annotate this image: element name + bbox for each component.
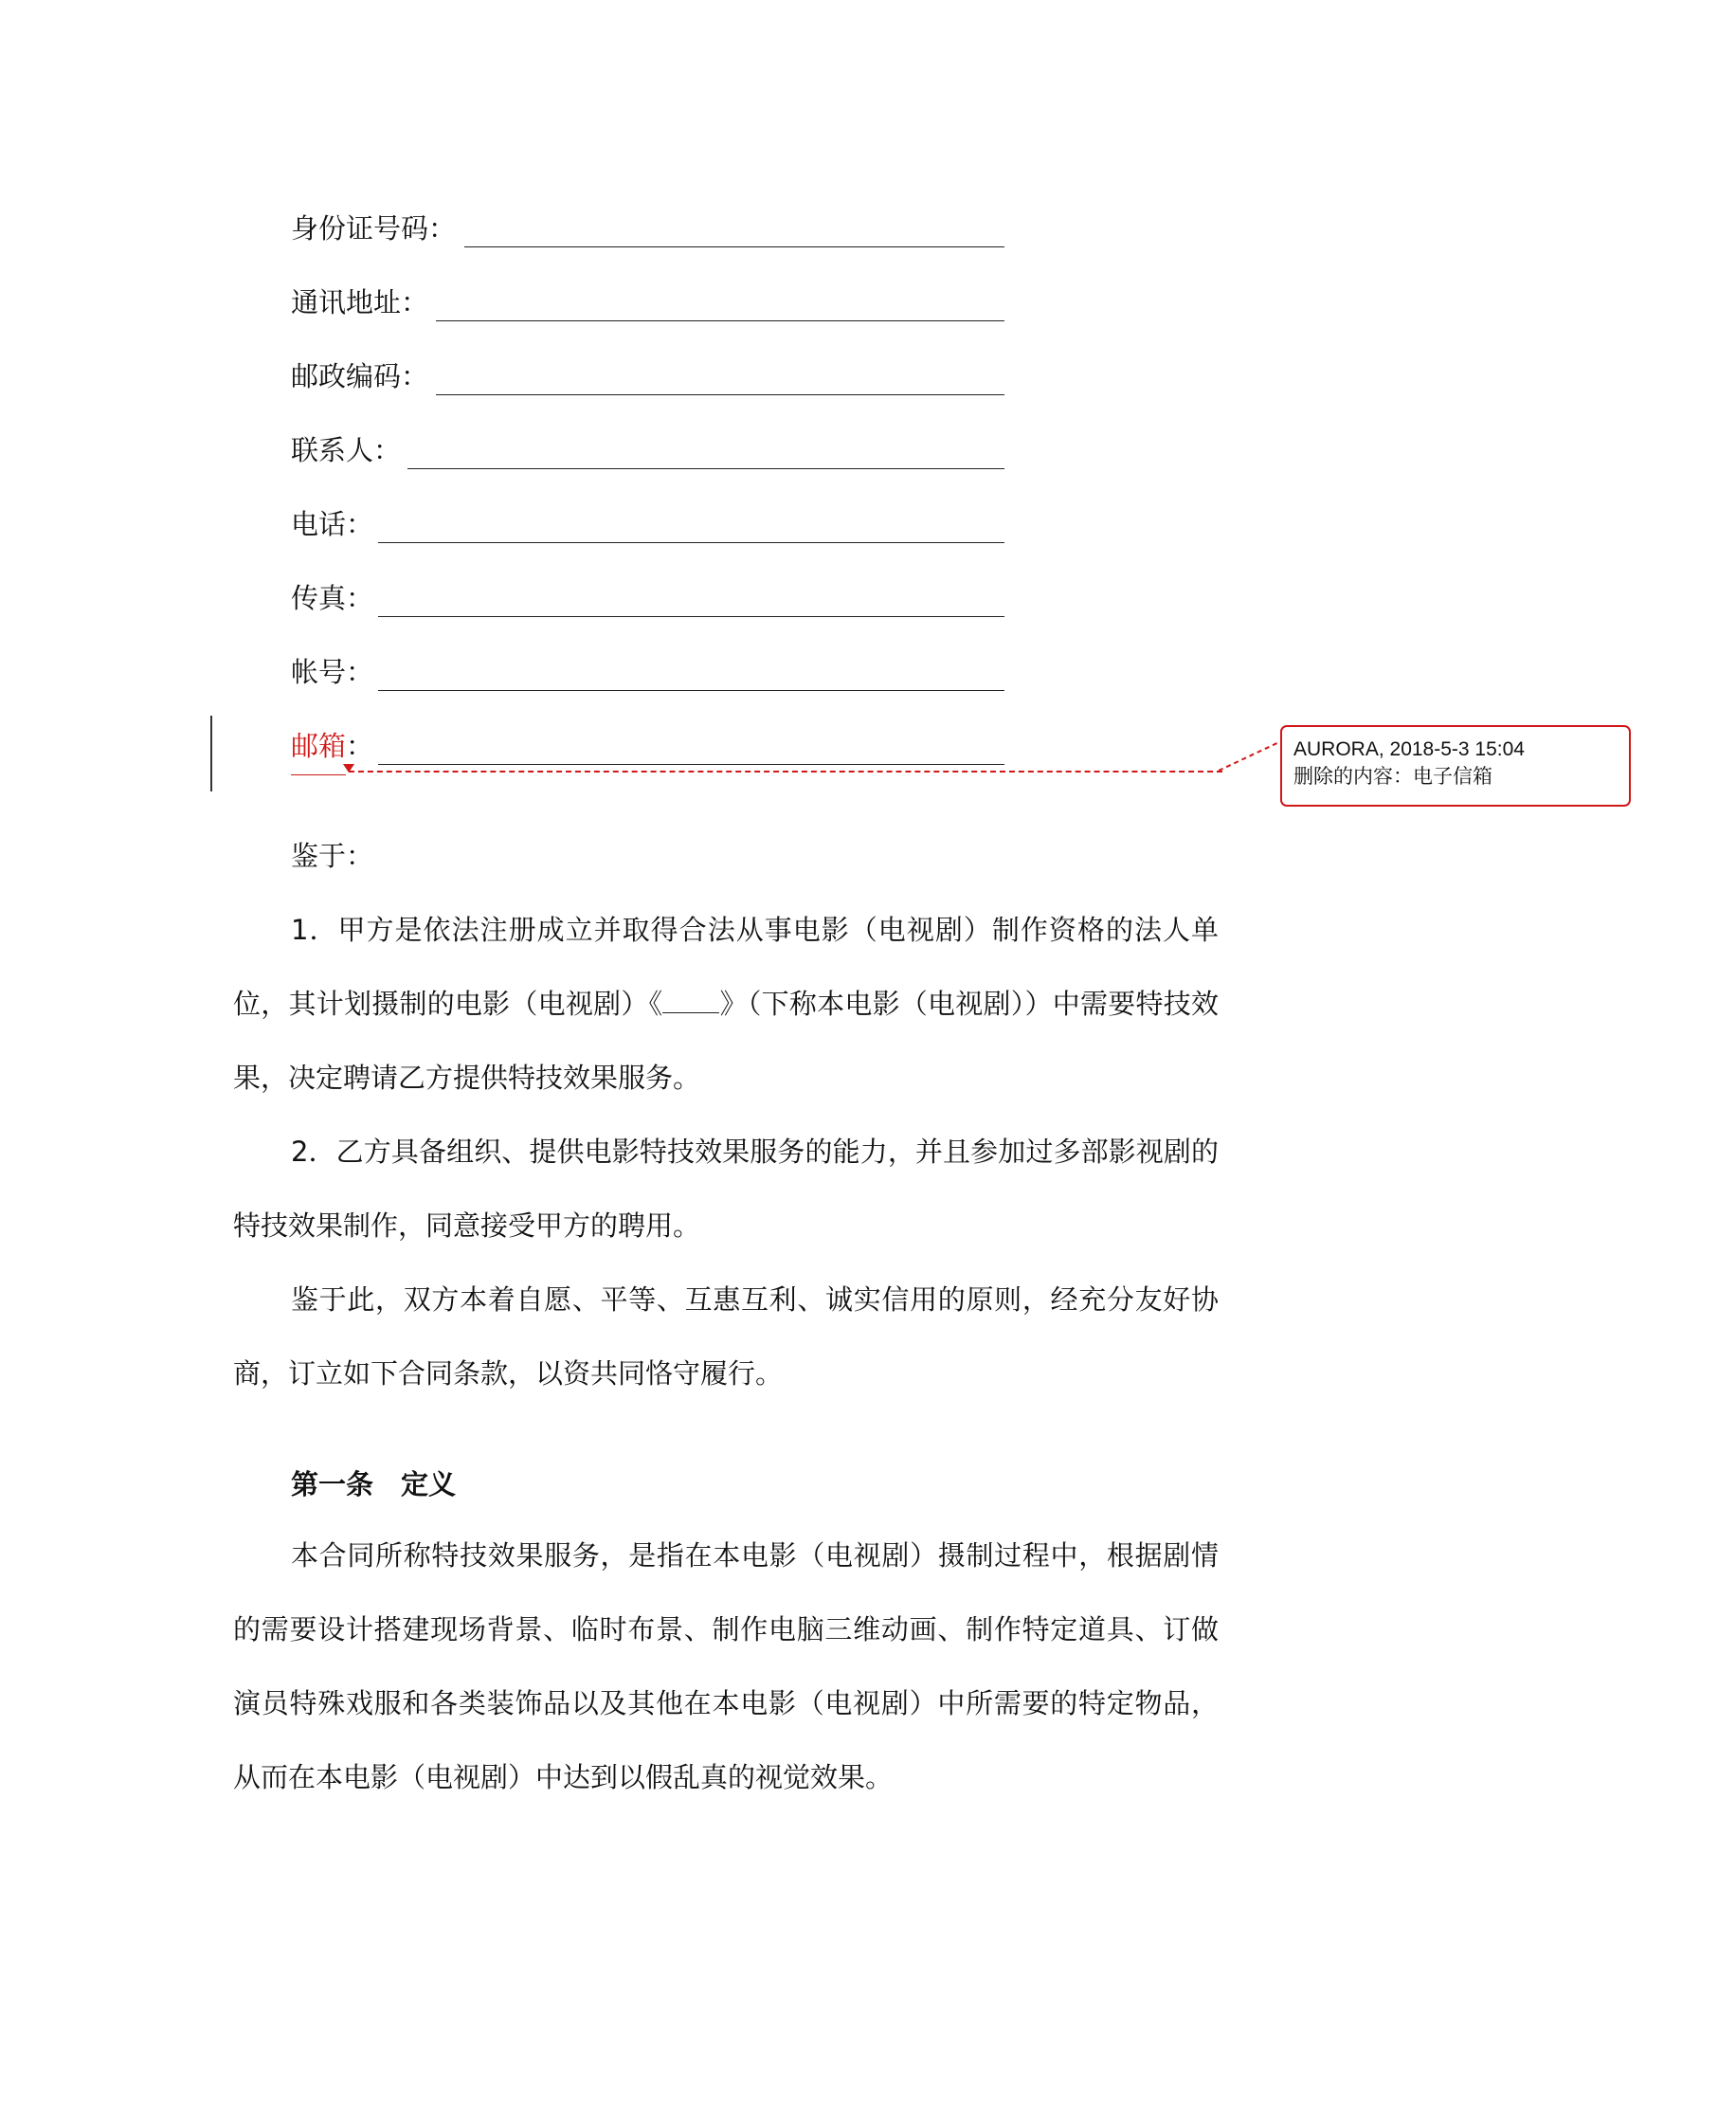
comment-connector-diagonal: [1219, 739, 1283, 773]
article-1-heading: 第一条 定义: [291, 1468, 457, 1500]
postcode-blank[interactable]: [436, 394, 1004, 395]
fax-label: 传真：: [291, 582, 374, 614]
id-number-label: 身份证号码：: [291, 212, 457, 245]
fax-blank[interactable]: [378, 616, 1004, 617]
email-label-deleted[interactable]: 邮箱: [291, 718, 346, 775]
comment-connector-line: [349, 771, 1222, 773]
recital-2: 2．乙方具备组织、提供电影特技效果服务的能力，并且参加过多部影视剧的特技效果制作，同意接受甲方的聘用。: [233, 1136, 1219, 1242]
phone-label: 电话：: [291, 508, 374, 540]
id-number-field: [291, 200, 456, 257]
address-label: 通讯地址：: [291, 286, 429, 318]
address-field: [291, 274, 428, 331]
contact-label: 联系人：: [291, 434, 402, 466]
account-label: 帐号：: [291, 656, 374, 688]
recital-3: 鉴于此，双方本着自愿、平等、互惠互利、诚实信用的原则，经充分友好协商，订立如下合同条款，以资共同恪守履行。: [233, 1283, 1219, 1390]
account-field: [291, 644, 373, 700]
address-blank[interactable]: [436, 320, 1004, 321]
recital-1-part-b: 》（下称本电影（电视剧））中需要特技效果，决定聘请乙方提供特技效果服务。: [233, 988, 1219, 1094]
recital-1-part-a: 1．甲方是依法注册成立并取得合法从事电影（电视剧）制作资格的法人单位，其计划摄制的电影（电视剧）《: [233, 914, 1219, 1020]
postcode-field: [291, 348, 428, 405]
whereas-heading: 鉴于：: [291, 840, 374, 872]
comment-content: 删除的内容：电子信箱: [1293, 765, 1492, 788]
email-colon: ：: [346, 730, 374, 762]
fax-field: [291, 570, 373, 627]
email-blank[interactable]: [378, 764, 1004, 765]
postcode-label: 邮政编码：: [291, 360, 429, 392]
revision-comment[interactable]: [1280, 725, 1631, 807]
contact-blank[interactable]: [407, 468, 1004, 469]
change-bar: [210, 716, 212, 791]
id-number-blank[interactable]: [464, 246, 1004, 247]
email-field: [291, 718, 373, 774]
recital-1: [233, 893, 1219, 1115]
comment-author-date: AURORA, 2018-5-3 15:04: [1293, 738, 1525, 760]
phone-blank[interactable]: [378, 542, 1004, 543]
account-blank[interactable]: [378, 690, 1004, 691]
contact-field: [291, 422, 401, 479]
phone-field: [291, 496, 373, 553]
article-1-text: 本合同所称特技效果服务，是指在本电影（电视剧）摄制过程中，根据剧情的需要设计搭建现场背景、临时布景、制作电脑三维动画、制作特定道具、订做演员特殊戏服和各类装饰品以及其他在本电影（电视剧）中所需要的特定物品，从而在本电影（电视剧）中达到以假乱真的视觉效果。: [233, 1539, 1219, 1793]
film-title-blank[interactable]: [662, 985, 719, 1013]
